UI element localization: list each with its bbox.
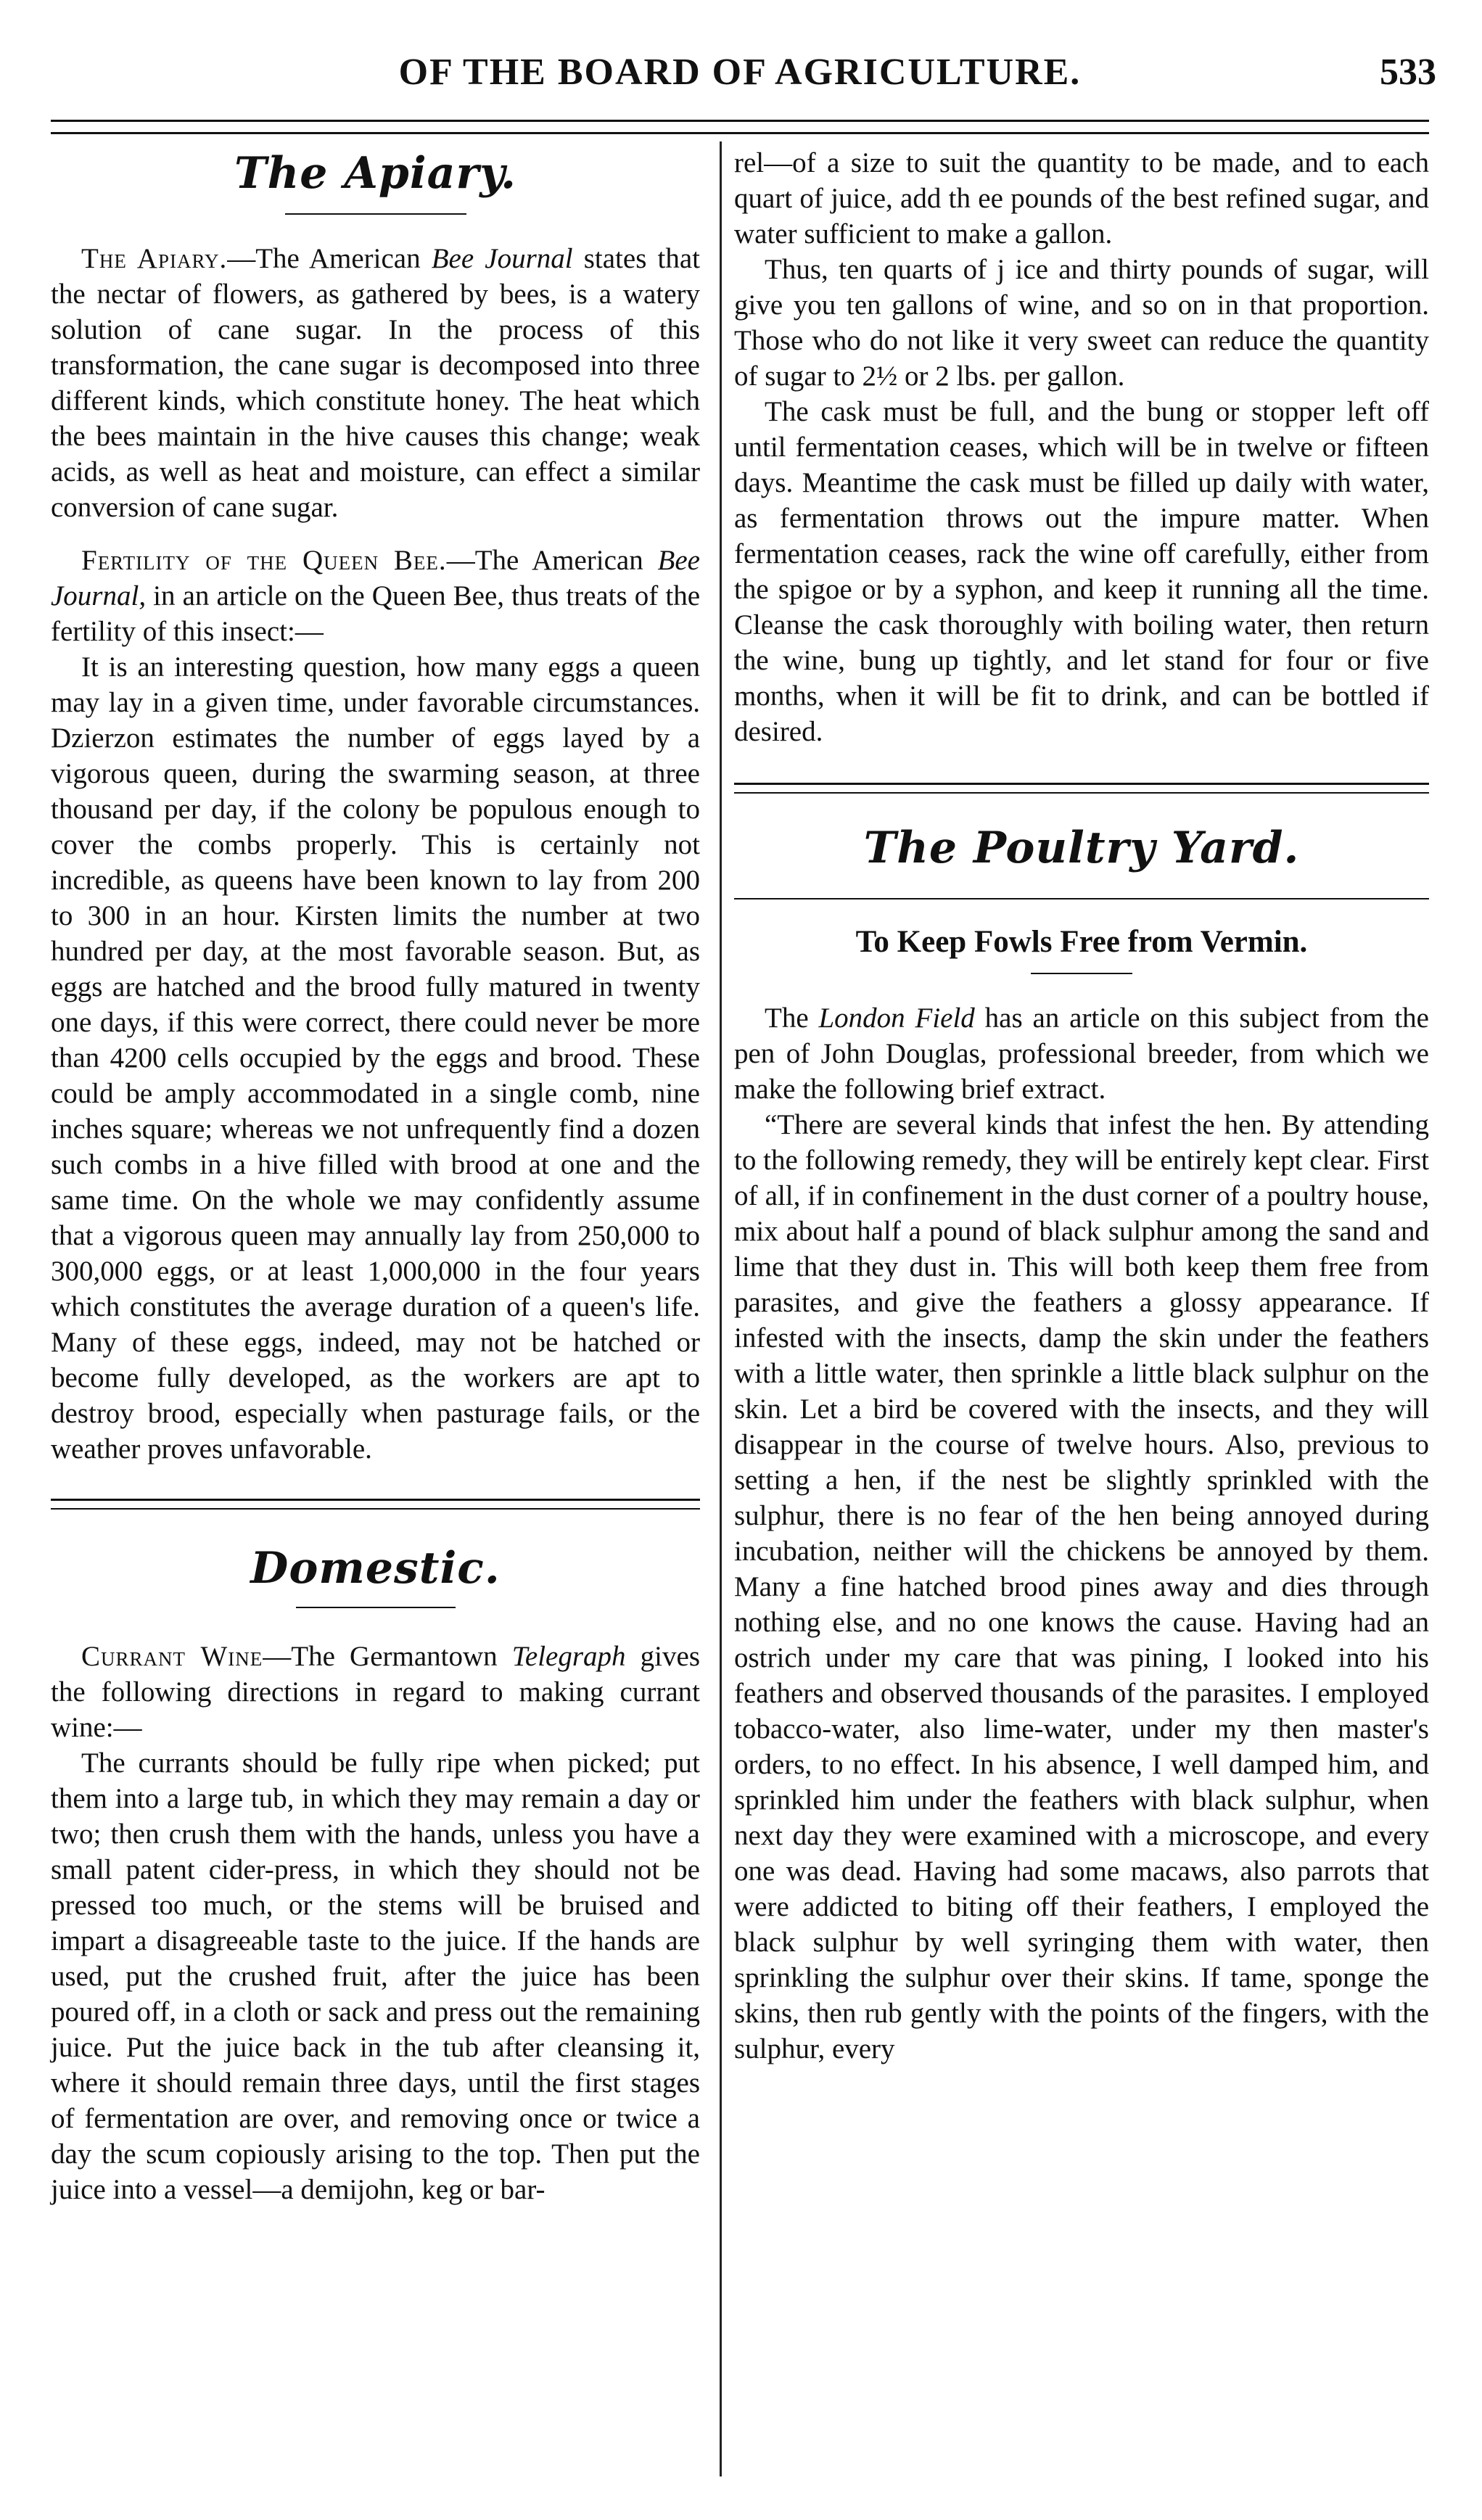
column-divider bbox=[720, 141, 722, 2476]
domestic-heading-rule bbox=[296, 1607, 456, 1608]
apiary-paragraph-1-em: Bee Journal bbox=[431, 243, 573, 274]
apiary-paragraph-3: It is an interesting question, how many eggs a queen may lay in a given time, under favorable circumstances. Dzierzon estimates the number of eggs layed by a vigorous queen, during the swarming season, at three thousand per day, if the colony be populous enough to cover the combs properly. This is certainly not incredible, as queens have been known to lay from 200 to 300 in an hour. Kirsten limits the number at two hundred per day, at the most favorable season. But, as eggs are hatched and the brood fully matured in twenty one days, if this were correct, there could never be more than 4200 cells occupied by the eggs and brood. These could be amply accommodated in a single comb, nine inches square; whereas we not unfrequently find a dozen such combs in a hive filled with brood at one and the same time. On the whole we may confidently assume that a vigorous queen may annually lay from 250,000 to 300,000 eggs, or at least 1,000,000 in the four years which constitutes the average duration of a queen's life. Many of these eggs, indeed, may not be hatched or become fully developed, as the workers are apt to destroy brood, especially when pasturage fails, or the weather proves unfavorable. bbox=[51, 651, 700, 1465]
poultry-paragraph-1-rest: has an article on this subject from the pen of John Douglas, professional breeder, from which we make the following brief extract. bbox=[734, 1002, 1429, 1105]
poultry-paragraph-1 bbox=[734, 1000, 1429, 1107]
domestic-paragraph-1 bbox=[51, 1639, 700, 1745]
running-title: OF THE BOARD OF AGRICULTURE. bbox=[398, 52, 1082, 93]
poultry-paragraph-2: “There are several kinds that infest the hen. By attending to the following remedy, they will be entirely kept clear. First of all, if in confinement in the dust corner of a poultry house, mix about half a pound of black sulphur among the sand and lime that they dust in. This will both keep them free from parasites, and give the feathers a glossy appearance. If infested with the insects, damp the skin under the feathers with a little water, then sprinkle a little black sulphur on the skin. Let a bird be covered with the insects, and they will disappear in the course of twelve hours. Also, previous to setting a hen, if the nest be slightly sprinkled with the sulphur, there is no fear of the hen being annoyed during incubation, neither will the chickens be annoyed by them. Many a fine hatched brood pines away and dies through nothing else, and no one knows the cause. Having had an ostrich under my care that was pining, I looked into his feathers and observed thousands of the parasites. I employed tobacco-water, also lime-water, under my then master's orders, to no effect. In his absence, I well damped him, and sprinkled him under the feathers with black sulphur, when next day they were examined with a microscope, and every one was dead. Having had some macaws, also parrots that were addicted to biting off their feathers, I employed the black sulphur by well syringing them with water, then sprinkling the sulphur over their skins. If tame, sponge the skins, then rub gently with the points of the fingers, with the sulphur, every bbox=[734, 1109, 1429, 2064]
apiary-paragraph-2-lead: Fertility of the Queen Bee. bbox=[81, 545, 447, 576]
poultry-paragraph-1-em: London Field bbox=[818, 1002, 975, 1034]
running-head bbox=[44, 51, 1436, 123]
apiary-heading-rule bbox=[285, 213, 466, 215]
poultry-paragraph-1-pre: The bbox=[765, 1002, 819, 1034]
page-number: 533 bbox=[1380, 52, 1436, 93]
domestic-paragraph-3: rel—of a size to suit the quantity to be made, and to each quart of juice, add th ee pounds of the best refined sugar, and water sufficient to make a gallon. bbox=[734, 147, 1429, 250]
domestic-heading: Domestic. bbox=[250, 1543, 501, 1594]
domestic-end-rule bbox=[734, 783, 1429, 794]
apiary-paragraph-2-pre: —The American bbox=[446, 545, 658, 576]
apiary-paragraph-1 bbox=[51, 241, 700, 525]
poultry-article-title: To Keep Fowls Free from Vermin. bbox=[855, 925, 1308, 959]
header-double-rule bbox=[51, 120, 1429, 134]
apiary-end-rule bbox=[51, 1499, 700, 1510]
apiary-heading: The Apiary. bbox=[234, 148, 516, 199]
left-column bbox=[51, 145, 700, 2207]
apiary-paragraph-2 bbox=[51, 543, 700, 649]
apiary-paragraph-2-rest: in an article on the Queen Bee, thus treats of the fertility of this insect:— bbox=[51, 580, 700, 647]
domestic-paragraph-1-em: Telegraph bbox=[511, 1641, 626, 1672]
apiary-paragraph-1-rest: states that the nectar of flowers, as gathered by bees, is a watery solution of cane sugar. In the process of this transformation, the cane sugar is decomposed into three different kinds, which constitute honey. The heat which the bees maintain in the hive causes this change; weak acids, as well as heat and moisture, can effect a similar conversion of cane sugar. bbox=[51, 243, 700, 523]
apiary-paragraph-2-em: Bee Journal, bbox=[51, 545, 700, 612]
domestic-paragraph-5: The cask must be full, and the bung or stopper left off until fermentation ceases, which will be in twelve or fifteen days. Meantime the cask must be filled up daily with water, as fermentation throws out the impure matter. When fermentation ceases, rack the wine off carefully, either from the spigoe or by a syphon, and keep it running all the time. Cleanse the cask thoroughly with boiling water, then return the wine, bung up tightly, and let stand for four or five months, when it will be fit to drink, and can be bottled if desired. bbox=[734, 396, 1429, 747]
domestic-paragraph-2: The currants should be fully ripe when picked; put them into a large tub, in which they may remain a day or two; then crush them with the hands, unless you have a small patent cider-press, in which they should not be pressed too much, or the stems will be bruised and impart a disagreeable taste to the juice. If the hands are used, put the crushed fruit, after the juice has been poured off, in a cloth or sack and press out the remaining juice. Put the juice back in the tub after cleansing it, where it should remain three days, until the first stages of fermentation are over, and removing once or twice a day the scum copiously arising to the top. Then put the juice into a vessel—a demijohn, keg or bar- bbox=[51, 1747, 700, 2205]
right-column bbox=[734, 145, 1429, 2067]
domestic-paragraph-4: Thus, ten quarts of j ice and thirty pounds of sugar, will give you ten gallons of wine, and so on in that proportion. Those who do not like it very sweet can reduce the quantity of sugar to 2½ or 2 lbs. per gallon. bbox=[734, 254, 1429, 392]
domestic-paragraph-1-rest: gives the following directions in regard to making currant wine:— bbox=[51, 1641, 700, 1743]
poultry-heading-rule bbox=[734, 898, 1429, 899]
poultry-heading: The Poultry Yard. bbox=[863, 823, 1300, 873]
apiary-paragraph-1-pre: —The American bbox=[227, 243, 432, 274]
poultry-title-rule bbox=[1031, 973, 1132, 974]
domestic-paragraph-1-lead: Currant Wine bbox=[81, 1641, 263, 1672]
domestic-paragraph-1-pre: —The Germantown bbox=[263, 1641, 512, 1672]
apiary-paragraph-1-lead: The Apiary. bbox=[81, 243, 228, 274]
